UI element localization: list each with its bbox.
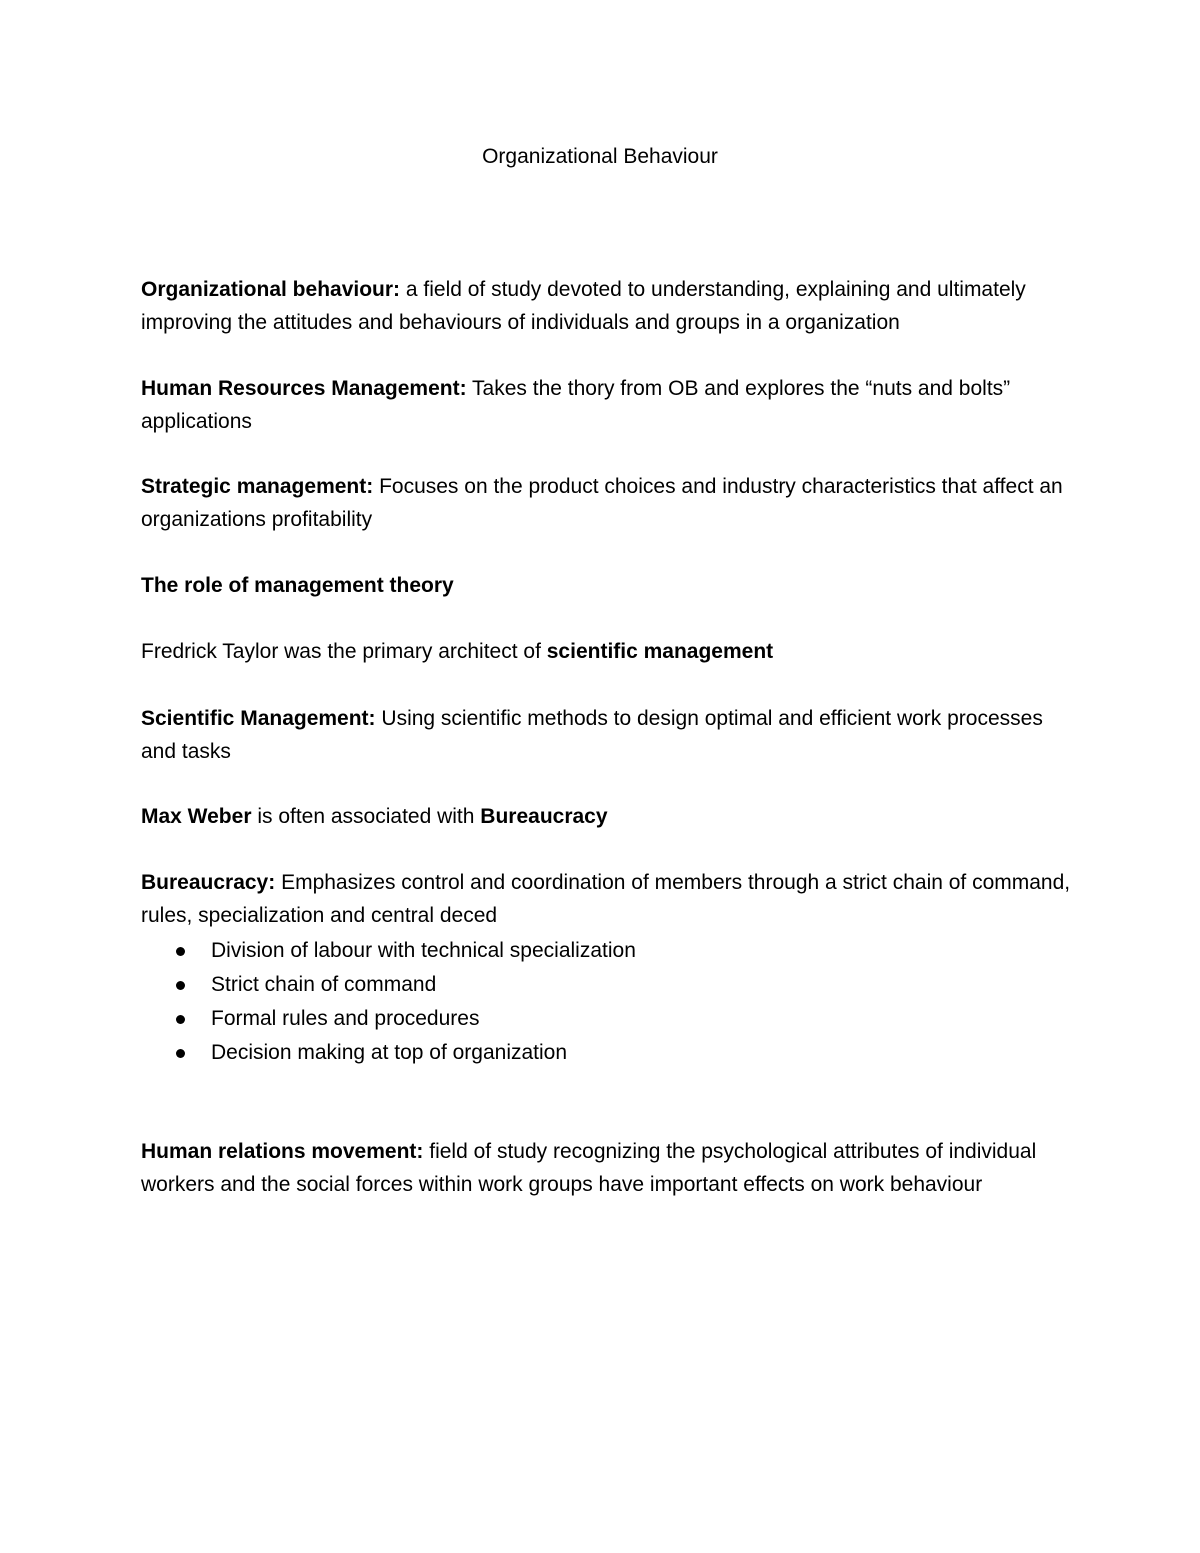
bullet-icon [176, 1049, 185, 1058]
definition-human-resources-management [141, 373, 1071, 438]
definition-text: Emphasizes control and coordination of members through a strict chain of command, rules, specialization and central deced [141, 871, 1071, 927]
definition-text: field of study recognizing the psychological attributes of individual workers and the social forces within work groups have important effects on work behaviour [141, 1140, 1037, 1196]
list-item-text: Division of labour with technical specialization [211, 939, 636, 962]
definition-term: Bureaucracy: [141, 871, 276, 894]
definition-term: Strategic management: [141, 475, 374, 498]
bullet-icon [176, 1015, 185, 1024]
definition-text: Using scientific methods to design optimal and efficient work processes and tasks [141, 707, 1043, 763]
page-title: Organizational Behaviour [482, 145, 718, 168]
bureaucracy-bullet-list [141, 934, 1041, 1070]
list-item-text: Decision making at top of organization [211, 1041, 568, 1064]
definition-strategic-management [141, 471, 1071, 536]
list-item [141, 1036, 1041, 1070]
definition-term: Organizational behaviour: [141, 278, 401, 301]
definition-human-relations-movement [141, 1136, 1071, 1201]
taylor-text: Fredrick Taylor was the primary architect of [141, 640, 547, 663]
definition-scientific-management [141, 703, 1071, 768]
definition-text: a field of study devoted to understanding, explaining and ultimately improving the attitudes and behaviours of individuals and groups in a organization [141, 278, 1026, 334]
weber-bold-term: Bureaucracy [480, 805, 608, 828]
weber-sentence [141, 801, 1071, 834]
list-item [141, 934, 1041, 968]
section-heading [141, 570, 1071, 603]
bullet-icon [176, 947, 185, 956]
definition-text: Takes the thory from OB and explores the “nuts and bolts” applications [141, 377, 1011, 433]
bullet-icon [176, 981, 185, 990]
list-item-text: Formal rules and procedures [211, 1007, 480, 1030]
taylor-bold-term: scientific management [546, 640, 774, 663]
definition-term: Human Resources Management: [141, 377, 467, 400]
list-item [141, 968, 1041, 1002]
list-item [141, 1002, 1041, 1036]
taylor-sentence [141, 636, 1071, 669]
definition-term: Scientific Management: [141, 707, 376, 730]
list-item-text: Strict chain of command [211, 973, 437, 996]
weber-name: Max Weber [141, 805, 252, 828]
section-heading-text: The role of management theory [141, 574, 454, 597]
definition-text: Focuses on the product choices and industry characteristics that affect an organizations profitability [141, 475, 1063, 531]
definition-term: Human relations movement: [141, 1140, 424, 1163]
definition-organizational-behaviour [141, 274, 1071, 339]
definition-bureaucracy [141, 867, 1071, 932]
weber-text: is often associated with [251, 805, 481, 828]
